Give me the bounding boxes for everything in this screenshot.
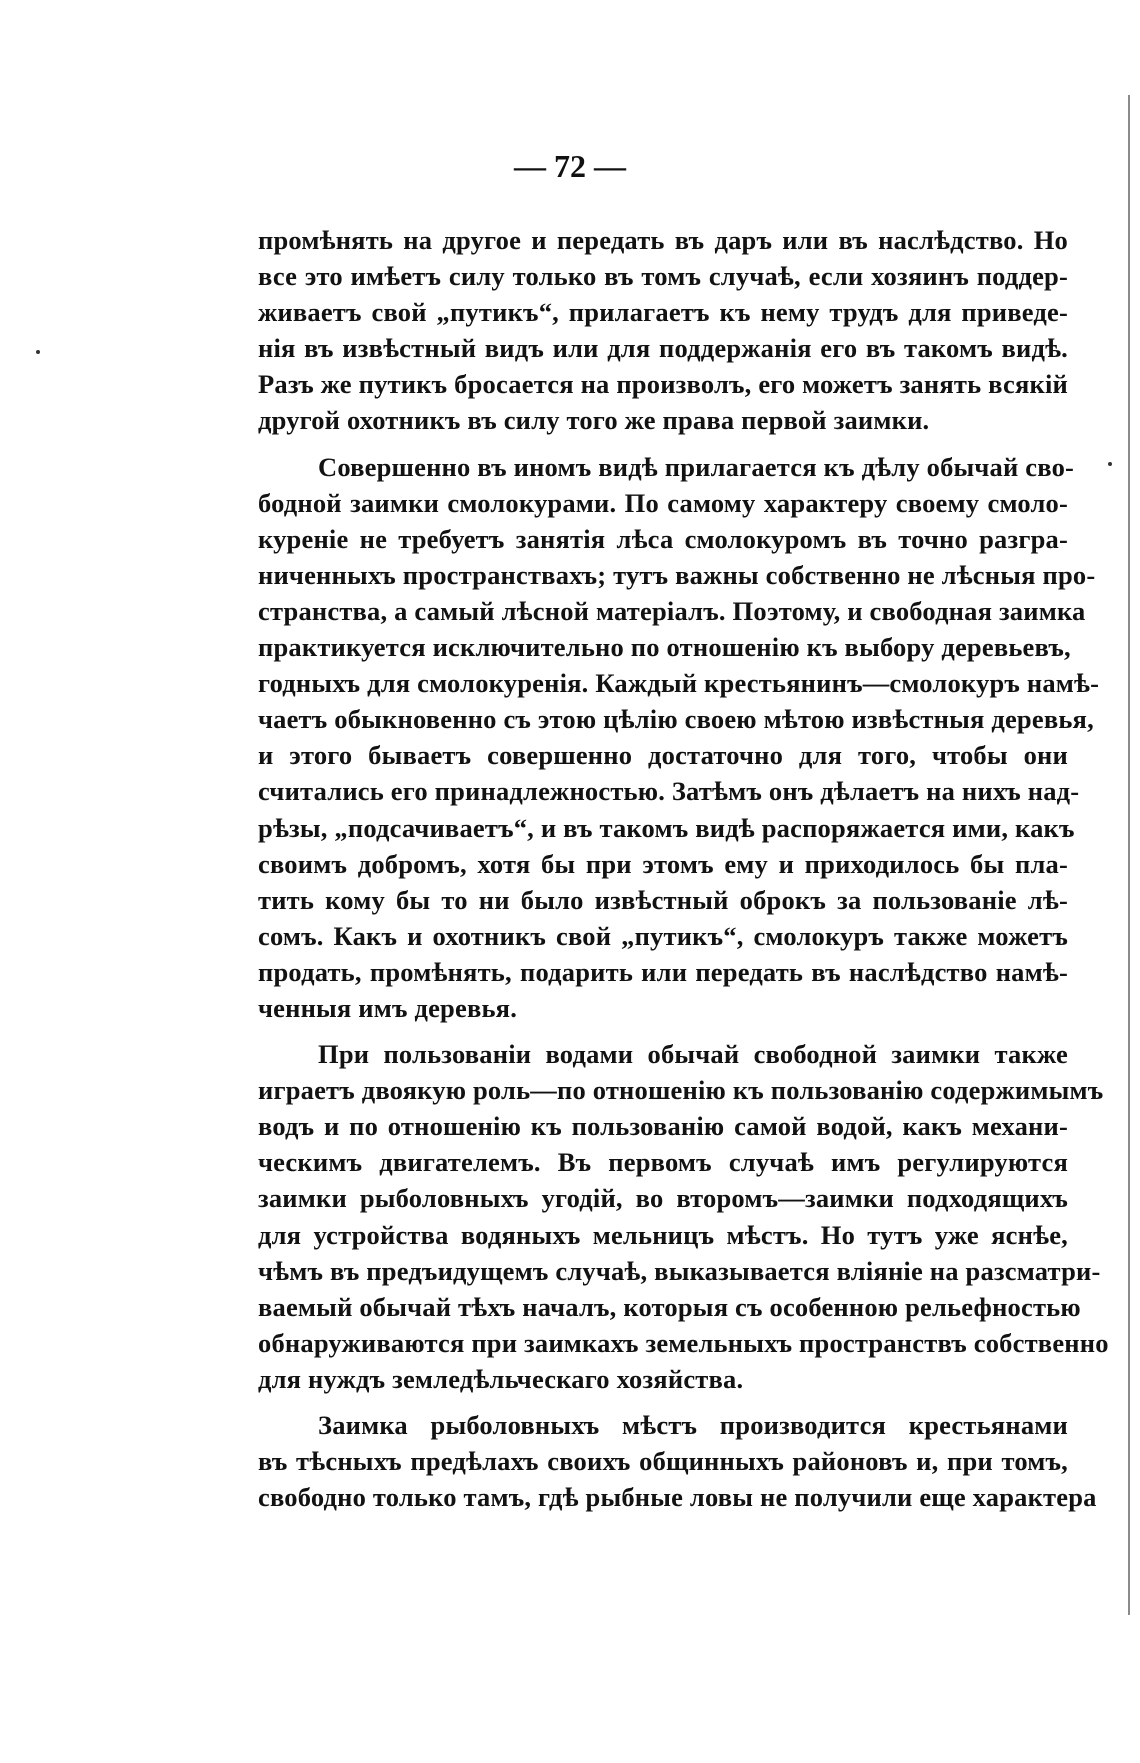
body-text [258, 222, 1109, 1515]
text-line: промѣнять на другое и передать въ даръ или въ наслѣдство. Но [258, 225, 1068, 255]
paragraph-gap [258, 439, 1068, 449]
text-line: бодной заимки смолокурами. По самому характеру своему смоло- [258, 487, 1068, 518]
text-line: другой охотникъ въ силу того же права первой заимки. [258, 405, 930, 436]
text-line: обнаруживаются при заимкахъ земельныхъ пространствъ собственно [258, 1327, 1109, 1358]
scan-speck [1108, 462, 1112, 466]
text-line: ческимъ двигателемъ. Въ первомъ случаѣ имъ регулируются [258, 1147, 1068, 1178]
text-line: странства, а самый лѣсной матеріалъ. Поэтому, и свободная заимка [258, 595, 1086, 626]
page-edge-rule [1128, 95, 1130, 1615]
text-line: нія въ извѣстный видъ или для поддержанія его въ такомъ видѣ. [258, 333, 1068, 364]
text-line: водъ и по отношенію къ пользованію самой водой, какъ механи- [258, 1111, 1068, 1142]
text-line: ниченныхъ пространствахъ; тутъ важны собственно не лѣсныя про- [258, 559, 1096, 590]
text-line: и этого бываетъ совершенно достаточно для того, чтобы они [258, 740, 1068, 771]
text-line: продать, промѣнять, подарить или передать въ наслѣдство намѣ- [258, 956, 1068, 987]
text-line: годныхъ для смолокуренія. Каждый крестьянинъ—смолокуръ намѣ- [258, 668, 1100, 699]
text-line: чаетъ обыкновенно съ этою цѣлію своею мѣтою извѣстныя деревья, [258, 704, 1094, 735]
text-line: въ тѣсныхъ предѣлахъ своихъ общинныхъ районовъ и, при томъ, [258, 1446, 1068, 1477]
text-line: заимки рыболовныхъ угодій, во второмъ—заимки подходящихъ [258, 1183, 1068, 1214]
text-line: считались его принадлежностью. Затѣмъ онъ дѣлаетъ на нихъ над- [258, 776, 1080, 807]
text-line: практикуется исключительно по отношенію къ выбору деревьевъ, [258, 632, 1071, 663]
text-line: для нуждъ земледѣльческаго хозяйства. [258, 1363, 744, 1394]
scan-speck [36, 350, 40, 354]
text-line: все это имѣетъ силу только въ томъ случаѣ, если хозяинъ поддер- [258, 261, 1068, 292]
paragraph-gap [258, 1397, 1068, 1407]
text-line: Заимка рыболовныхъ мѣстъ производится крестьянами [318, 1410, 1068, 1440]
paragraph-gap [258, 1026, 1068, 1036]
text-line: рѣзы, „подсачиваетъ“, и въ такомъ видѣ распоряжается ими, какъ [258, 812, 1075, 843]
text-line: свободно только тамъ, гдѣ рыбные ловы не получили еще характера [258, 1482, 1097, 1513]
text-line: своимъ добромъ, хотя бы при этомъ ему и приходилось бы пла- [258, 848, 1068, 879]
text-line: чѣмъ въ предъидущемъ случаѣ, выказывается вліяніе на разсматри- [258, 1255, 1101, 1286]
page-number: — 72 — [514, 148, 626, 184]
text-line: сомъ. Какъ и охотникъ свой „путикъ“, смолокуръ также можетъ [258, 920, 1068, 951]
text-line: живаетъ свой „путикъ“, прилагаетъ къ нему трудъ для приведе- [258, 297, 1068, 328]
text-line: При пользованіи водами обычай свободной заимки также [318, 1039, 1068, 1070]
text-line: тить кому бы то ни было извѣстный оброкъ за пользованіе лѣ- [258, 884, 1068, 915]
text-line: Разъ же путикъ бросается на произволъ, его можетъ занять всякій [258, 369, 1068, 400]
text-line: Совершенно въ иномъ видѣ прилагается къ дѣлу обычай сво- [318, 451, 1075, 482]
text-line: для устройства водяныхъ мельницъ мѣстъ. Но тутъ уже яснѣе, [258, 1219, 1068, 1250]
text-line: играетъ двоякую роль—по отношенію къ пользованію содержимымъ [258, 1075, 1104, 1106]
text-line: куреніе не требуетъ занятія лѣса смолокуромъ въ точно разгра- [258, 523, 1068, 554]
text-line: ченныя имъ деревья. [258, 992, 518, 1023]
text-line: ваемый обычай тѣхъ началъ, которыя съ особенною рельефностью [258, 1291, 1081, 1322]
